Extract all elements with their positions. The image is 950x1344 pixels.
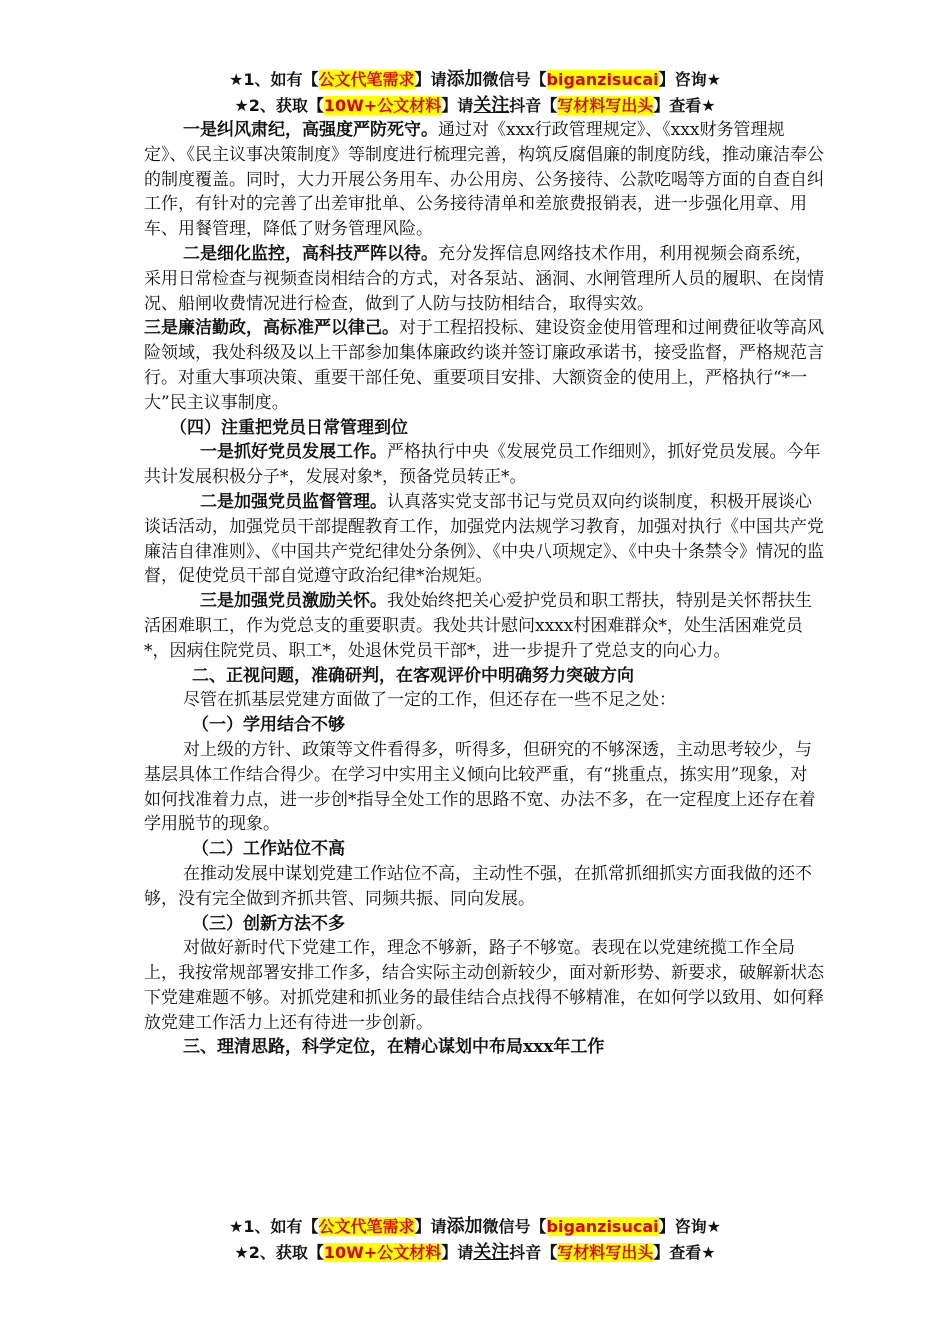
promo-banner-bottom <box>0 1214 950 1266</box>
paragraph <box>144 440 824 490</box>
promo-highlight: 公文代笔需求 <box>318 1217 415 1236</box>
document-body <box>144 118 824 1060</box>
paragraph: 对上级的方针、政策等文件看得多，听得多，但研究的不够深透，主动思考较少，与基层具体工作结合得少。在学习中实用主义倾向比较严重，有“挑重点，拣实用”现象，对如何找准着力点，进一步创*指导全处工作的思路不宽、办法不多，在一定程度上还存在着学用脱节的现象。 <box>144 739 816 835</box>
promo-text: 】请 <box>441 1243 474 1262</box>
promo-text: 抖音【 <box>509 96 558 115</box>
section-heading: （二）工作站位不高 <box>192 839 345 860</box>
paragraph <box>144 316 824 415</box>
wechat-id-highlight: biganzisucai <box>546 1217 659 1236</box>
section-heading: 三、理清思路，科学定位，在精心谋划中布局xxx年工作 <box>183 1037 605 1058</box>
paragraph-text: 认真落实党支部书记与党员双向约谈制度，积极开展谈心谈话活动，加强党员干部提醒教育工作，加强党内法规学习教育，加强对执行《中国共产党廉洁自律准则》、《中国共产党纪律处分条例》、《中央八项规定》、《中央十条禁令》情况的监督，促使党员干部自觉遵守政治纪律*治规矩。 <box>144 491 824 587</box>
paragraph <box>144 589 824 663</box>
douyin-id-highlight: 写材料写出头 <box>557 96 654 115</box>
paragraph <box>144 242 824 316</box>
promo-text: 微信号【 <box>482 1217 547 1236</box>
section-heading: （三）创新方法不多 <box>192 913 345 934</box>
paragraph: 尽管在抓基层党建方面做了一定的工作，但还存在一些不足之处： <box>183 690 676 711</box>
promo-line-2 <box>0 1240 950 1266</box>
paragraph-lead: 三是廉洁勤政，高标准严以律己。 <box>144 318 399 339</box>
promo-line-1 <box>0 67 950 93</box>
wechat-id-highlight: biganzisucai <box>546 70 659 89</box>
promo-highlight: 10W+公文材料 <box>323 1243 442 1262</box>
promo-text: 】请 <box>441 96 474 115</box>
paragraph-lead: 二是加强党员监督管理。 <box>200 491 387 512</box>
paragraph-text: 对于工程招投标、建设资金使用管理和过闸费征收等高风险领域，我处科级及以上干部参加集体廉政约谈并签订廉政承诺书，接受监督，严格规范言行。对重大事项决策、重要干部任免、重要项目安排、大额资金的使用上，严格执行“*一大”民主议事制度。 <box>144 318 824 413</box>
paragraph: 在推动发展中谋划党建工作站位不高，主动性不强，在抓常抓细抓实方面我做的还不够，没有完全做到齐抓共管、同频共振、同向发展。 <box>144 863 812 909</box>
promo-text: 】查看★ <box>653 1243 716 1262</box>
douyin-id-highlight: 写材料写出头 <box>557 1243 654 1262</box>
promo-text: 抖音【 <box>509 1243 558 1262</box>
paragraph-lead: 三是加强党员激励关怀。 <box>200 591 387 612</box>
paragraph-lead: 一是抓好党员发展工作。 <box>200 442 387 463</box>
promo-emphasis: 关注 <box>473 1242 510 1263</box>
paragraph <box>144 490 824 589</box>
promo-text: ★1、如有【 <box>229 1217 319 1236</box>
section-heading: 二、正视问题，准确研判，在客观评价中明确努力突破方向 <box>192 665 634 686</box>
promo-line-2 <box>0 93 950 119</box>
paragraph <box>144 118 824 242</box>
promo-text: ★2、获取【 <box>234 96 324 115</box>
promo-text: 】咨询★ <box>658 1217 721 1236</box>
promo-emphasis: 关注 <box>473 95 510 116</box>
promo-text: 】请 <box>414 1217 447 1236</box>
promo-text: ★1、如有【 <box>229 70 319 89</box>
paragraph: 对做好新时代下党建工作，理念不够新，路子不够宽。表现在以党建统揽工作全局上，我按常规部署安排工作多，结合实际主动创新较少，面对新形势、新要求，破解新状态下党建难题不够。对抓党建和抓业务的最佳结合点找得不够精准，在如何学以致用、如何释放党建工作活力上还有待进一步创新。 <box>144 938 824 1033</box>
section-heading: （一）学用结合不够 <box>192 715 345 736</box>
paragraph-text: 通过对《xxx行政管理规定》、《xxx财务管理规定》、《民主议事决策制度》等制度进行梳理完善，构筑反腐倡廉的制度防线，推动廉洁奉公的制度覆盖。同时，大力开展公务用车、办公用房、公务接待、公款吃喝等方面的自查自纠工作，有针对的完善了出差审批单、公务接待清单和差旅费报销表，进一步强化用章、用车、用餐管理，降低了财务管理风险。 <box>144 120 824 240</box>
promo-text: 】咨询★ <box>658 70 721 89</box>
section-heading: （四）注重把党员日常管理到位 <box>170 417 408 438</box>
promo-emphasis: 添加 <box>446 1216 483 1237</box>
paragraph-text: 我处始终把关心爱护党员和职工帮扶，特别是关怀帮扶生活困难职工，作为党总支的重要职责。我处共计慰问xxxx村困难群众*，处生活困难党员*，因病住院党员、职工*，处退休党员干部*，进一步提升了党总支的向心力。 <box>144 591 812 661</box>
paragraph-text: 充分发挥信息网络技术作用，利用视频会商系统，采用日常检查与视频查岗相结合的方式，对各泵站、涵洞、水闸管理所人员的履职、在岗情况、船闸收费情况进行检查，做到了人防与技防相结合，取得实效。 <box>144 243 824 314</box>
promo-text: 】请 <box>414 70 447 89</box>
paragraph-lead: 一是纠风肃纪，高强度严防死守。 <box>183 120 438 140</box>
promo-line-1 <box>0 1214 950 1240</box>
paragraph-text: 严格执行中央《发展党员工作细则》，抓好党员发展。今年共计发展积极分子*，发展对象*，预备党员转正*。 <box>144 442 821 488</box>
promo-text: ★2、获取【 <box>234 1243 324 1262</box>
promo-emphasis: 添加 <box>446 69 483 90</box>
promo-text: 】查看★ <box>653 96 716 115</box>
promo-highlight: 公文代笔需求 <box>318 70 415 89</box>
paragraph-lead: 二是细化监控，高科技严阵以待。 <box>183 243 438 264</box>
promo-text: 微信号【 <box>482 70 547 89</box>
promo-highlight: 10W+公文材料 <box>323 96 442 115</box>
promo-banner-top <box>0 67 950 119</box>
